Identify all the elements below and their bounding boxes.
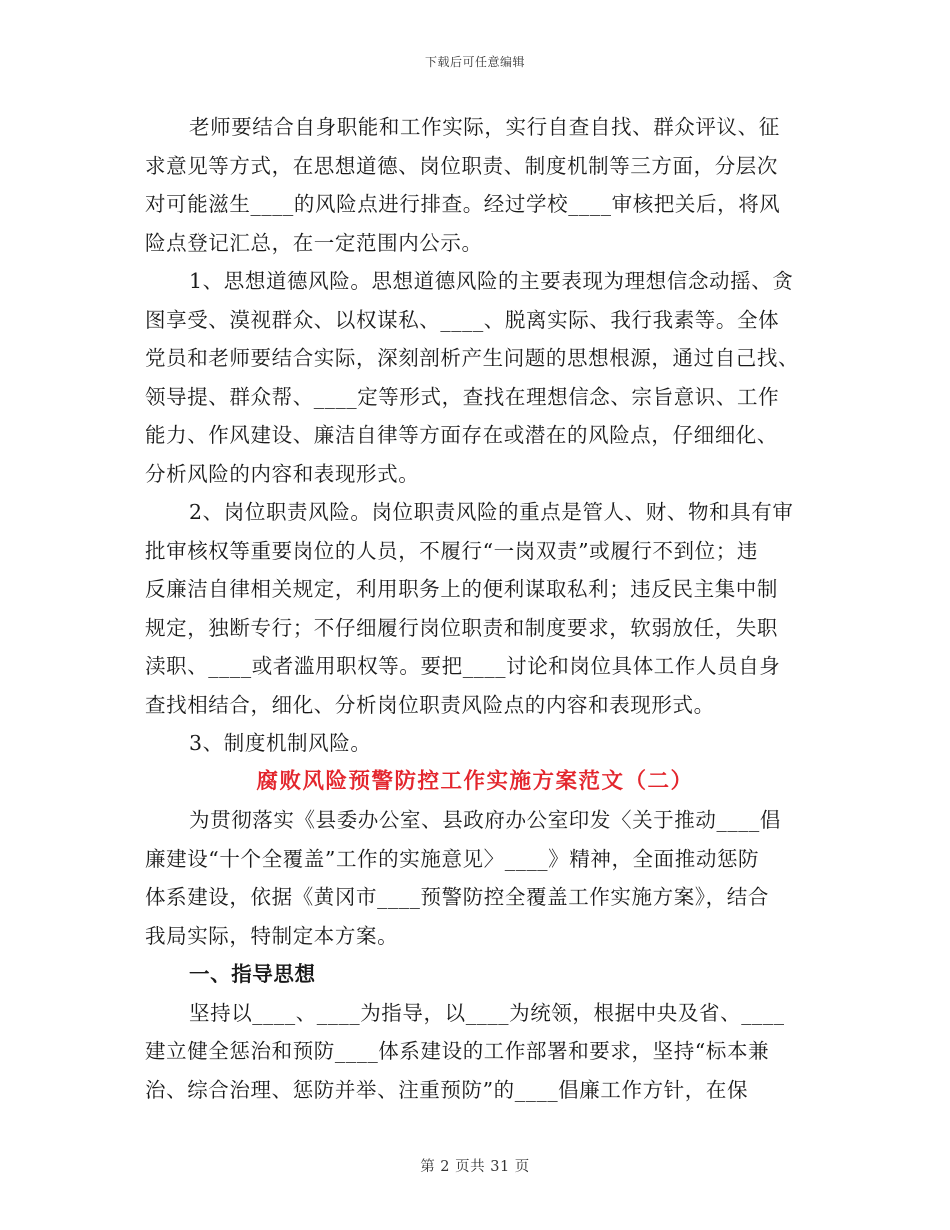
body-text-line: 2、岗位职责风险。岗位职责风险的重点是管人、财、物和具有审 [189,500,794,524]
body-text-line: 3、制度机制风险。 [189,731,372,755]
body-text-line: 1、思想道德风险。思想道德风险的主要表现为理想信念动摇、贪 [189,269,794,293]
body-text-line: 求意见等方式，在思想道德、岗位职责、制度机制等三方面，分层次 [145,153,778,178]
body-text-line: 体系建设，依据《黄冈市____预警防控全覆盖工作实施方案》，结合 [145,885,769,909]
subsection-heading: 一、指导思想 [189,962,316,986]
body-text-line: 险点登记汇总，在一定范围内公示。 [145,230,483,255]
body-text-line: 渎职、____或者滥用职权等。要把____讨论和岗位具体工作人员自身 [145,654,781,678]
body-text-line: 分析风险的内容和表现形式。 [145,461,420,486]
body-text-line: 老师要结合自身职能和工作实际，实行自查自找、群众评议、征 [189,115,780,139]
body-text-line: 治、综合治理、惩防并举、注重预防”的____倡廉工作方针，在保 [145,1077,749,1102]
body-text-line: 图享受、漠视群众、以权谋私、____、脱离实际、我行我素等。全体 [145,307,780,332]
body-text-line: 我局实际，特制定本方案。 [145,923,399,948]
body-text-line: 党员和老师要结合实际，深刻剖析产生问题的思想根源，通过自己找、 [145,346,800,370]
body-text-line: 规定，独断专行；不仔细履行岗位职责和制度要求，软弱放任，失职 [145,615,778,640]
body-text-line: 反廉洁自律相关规定，利用职务上的便利谋取私利；违反民主集中制 [145,577,778,601]
body-text-line: 批审核权等重要岗位的人员，不履行“一岗双责”或履行不到位；违 [145,538,758,563]
body-text-line: 建立健全惩治和预防____体系建设的工作部署和要求，坚持“标本兼 [145,1039,770,1063]
page-number-footer: 第 2 页共 31 页 [420,1159,530,1175]
body-text-line: 对可能滋生____的风险点进行排查。经过学校____审核把关后，将风 [145,192,781,216]
document-body [145,108,805,1109]
body-text-line: 廉建设“十个全覆盖”工作的实施意见〉____》精神，全面推动惩防 [145,846,760,871]
section-title: 腐败风险预警防控工作实施方案范文（二） [256,768,694,794]
body-text-line: 为贯彻落实《县委办公室、县政府办公室印发〈关于推动____倡 [189,808,781,832]
body-text-line: 查找相结合，细化、分析岗位职责风险点的内容和表现形式。 [145,692,715,717]
body-text-line: 领导提、群众帮、____定等形式，查找在理想信念、宗旨意识、工作 [145,384,780,409]
body-text-line: 能力、作风建设、廉洁自律等方面存在或潜在的风险点，仔细细化、 [145,423,778,447]
page-header-note: 下载后可任意编辑 [424,55,525,69]
body-text-line: 坚持以____、____为指导，以____为统领，根据中央及省、____ [189,1000,785,1025]
